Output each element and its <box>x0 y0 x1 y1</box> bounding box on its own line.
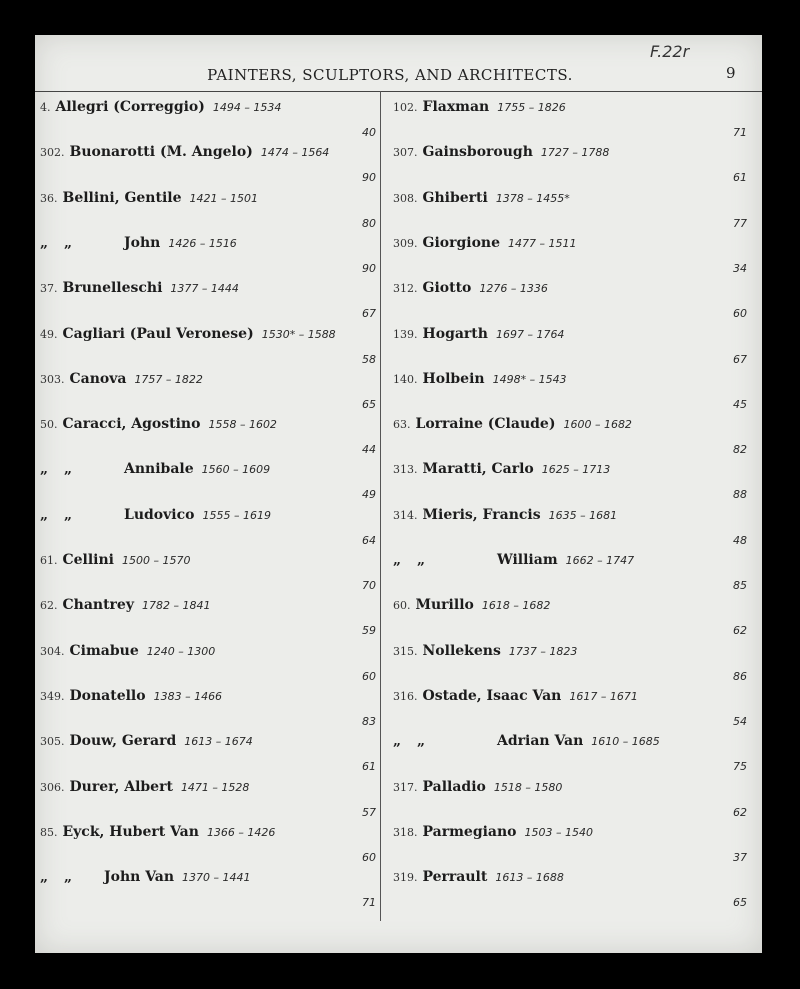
entry-number: 50. <box>40 418 58 432</box>
entry-number: 49. <box>40 327 58 341</box>
handwritten-score: 65 <box>733 896 747 910</box>
handwritten-dates: 1530* – 1588 <box>261 327 336 341</box>
handwritten-score: 65 <box>362 397 376 411</box>
header-rule <box>35 91 762 92</box>
handwritten-score: 60 <box>362 669 376 683</box>
handwritten-dates: 1600 – 1682 <box>563 418 632 432</box>
entry-name: Ludovico <box>124 506 195 523</box>
handwritten-dates: 1755 – 1826 <box>497 101 566 114</box>
handwritten-score: 71 <box>733 126 747 139</box>
entry-name: William <box>497 552 558 568</box>
entry-name: Hogarth <box>422 325 488 342</box>
entry-number: 102. <box>393 101 418 114</box>
handwritten-dates: 1474 – 1564 <box>260 146 330 160</box>
handwritten-dates: 1782 – 1841 <box>141 599 211 613</box>
handwritten-score: 62 <box>733 624 747 638</box>
entry-name: Mieris, Francis <box>422 506 541 523</box>
entry-number: 316. <box>393 689 418 703</box>
handwritten-dates: 1618 – 1682 <box>481 599 551 613</box>
handwritten-score: 85 <box>733 579 747 592</box>
handwritten-dates: 1727 – 1788 <box>540 146 610 160</box>
entry-name: Donatello <box>69 687 146 704</box>
handwritten-dates: 1471 – 1528 <box>180 780 250 794</box>
list-item <box>393 640 577 659</box>
entry-name: Annibale <box>124 461 194 478</box>
handwritten-dates: 1378 – 1455* <box>495 191 570 205</box>
handwritten-dates: 1610 – 1685 <box>591 735 660 749</box>
list-item <box>40 549 191 568</box>
entry-number: 303. <box>40 372 65 386</box>
handwritten-score: 86 <box>733 669 747 683</box>
handwritten-score: 75 <box>733 760 747 774</box>
handwritten-dates: 1617 – 1671 <box>569 689 638 703</box>
list-item <box>393 368 567 387</box>
list-item <box>40 458 270 477</box>
page-number: 9 <box>726 64 736 82</box>
entry-name: Giotto <box>422 280 472 297</box>
handwritten-score: 58 <box>362 352 376 366</box>
handwritten-score: 71 <box>362 896 376 910</box>
handwritten-score: 82 <box>733 443 747 457</box>
handwritten-dates: 1662 – 1747 <box>565 554 635 567</box>
ditto-mark: „ <box>417 733 426 750</box>
handwritten-dates: 1494 – 1534 <box>212 101 282 114</box>
entry-number: 318. <box>393 825 418 839</box>
handwritten-dates: 1377 – 1444 <box>170 282 239 296</box>
ditto-mark: „ <box>393 733 402 750</box>
handwritten-score: 49 <box>362 488 376 502</box>
archive-stamp: F.22r <box>650 42 690 61</box>
handwritten-score: 90 <box>362 171 376 185</box>
list-item <box>393 685 638 704</box>
entry-number: 319. <box>393 871 418 885</box>
handwritten-dates: 1370 – 1441 <box>182 871 251 885</box>
entry-number: 307. <box>393 146 418 160</box>
entry-number: 61. <box>40 554 58 567</box>
entry-number: 315. <box>393 644 418 658</box>
entry-number: 302. <box>40 146 65 160</box>
handwritten-dates: 1498* – 1543 <box>492 372 567 386</box>
handwritten-score: 40 <box>362 126 376 139</box>
entry-name: Durer, Albert <box>69 778 173 795</box>
handwritten-score: 59 <box>362 624 376 638</box>
handwritten-dates: 1737 – 1823 <box>508 644 578 658</box>
entry-name: John <box>124 234 161 251</box>
handwritten-score: 54 <box>733 714 747 728</box>
list-item <box>40 232 237 251</box>
handwritten-dates: 1477 – 1511 <box>508 236 577 250</box>
entry-number: 313. <box>393 463 418 477</box>
list-item <box>40 866 251 885</box>
handwritten-score: 67 <box>733 352 747 366</box>
list-item <box>40 640 215 659</box>
handwritten-dates: 1426 – 1516 <box>168 236 237 250</box>
entry-name: Cagliari (Paul Veronese) <box>62 325 254 342</box>
list-item <box>40 504 271 523</box>
document-page <box>35 35 762 953</box>
entry-name: Flaxman <box>422 99 490 115</box>
entry-number: 85. <box>40 825 58 839</box>
entry-number: 4. <box>40 101 51 114</box>
entry-name: Lorraine (Claude) <box>415 416 556 433</box>
handwritten-dates: 1366 – 1426 <box>206 825 276 839</box>
handwritten-dates: 1757 – 1822 <box>134 372 203 386</box>
column-divider <box>380 91 381 921</box>
entry-name: Adrian Van <box>497 733 584 750</box>
entry-name: Bellini, Gentile <box>62 189 182 206</box>
handwritten-score: 57 <box>362 805 376 819</box>
handwritten-dates: 1503 – 1540 <box>524 825 593 839</box>
list-item <box>40 594 210 613</box>
handwritten-dates: 1560 – 1609 <box>201 463 271 477</box>
entry-number: 308. <box>393 191 418 205</box>
list-item <box>40 821 275 840</box>
entry-number: 317. <box>393 780 418 794</box>
entry-name: Caracci, Agostino <box>62 416 201 433</box>
entry-name: Nollekens <box>422 642 501 659</box>
ditto-mark: „ <box>64 234 73 251</box>
entry-number: 140. <box>393 372 418 386</box>
handwritten-dates: 1518 – 1580 <box>493 780 563 794</box>
list-item <box>393 458 610 477</box>
page-title: PAINTERS, SCULPTORS, AND ARCHITECTS. <box>207 66 573 84</box>
entry-name: Murillo <box>415 597 474 614</box>
handwritten-dates: 1613 – 1688 <box>495 871 564 885</box>
handwritten-dates: 1276 – 1336 <box>479 282 548 296</box>
handwritten-score: 83 <box>362 714 376 728</box>
handwritten-score: 90 <box>362 261 376 275</box>
entry-name: Cimabue <box>69 642 139 659</box>
ditto-mark: „ <box>40 234 49 251</box>
handwritten-dates: 1421 – 1501 <box>189 191 258 205</box>
list-item <box>393 96 566 115</box>
handwritten-score: 70 <box>362 579 376 592</box>
entry-name: Gainsborough <box>422 144 533 161</box>
list-item <box>393 776 562 795</box>
entry-number: 304. <box>40 644 65 658</box>
handwritten-score: 80 <box>362 216 376 230</box>
entry-number: 139. <box>393 327 418 341</box>
handwritten-score: 34 <box>733 261 747 275</box>
list-item <box>40 96 281 115</box>
ditto-mark: „ <box>64 869 73 886</box>
entry-name: Maratti, Carlo <box>422 461 534 478</box>
list-item <box>393 187 570 206</box>
ditto-mark: „ <box>40 461 49 478</box>
handwritten-dates: 1625 – 1713 <box>541 463 611 477</box>
list-item <box>393 866 564 885</box>
list-item <box>393 821 593 840</box>
entry-number: 312. <box>393 282 418 296</box>
entry-name: Palladio <box>422 778 486 795</box>
handwritten-score: 60 <box>362 850 376 864</box>
handwritten-score: 64 <box>362 533 376 547</box>
list-item <box>40 187 258 206</box>
handwritten-score: 45 <box>733 397 747 411</box>
ditto-mark: „ <box>393 552 402 568</box>
list-item <box>393 504 617 523</box>
handwritten-dates: 1613 – 1674 <box>184 735 253 749</box>
list-item <box>40 368 203 387</box>
entry-name: Allegri (Correggio) <box>55 99 205 115</box>
list-item <box>393 730 660 749</box>
entry-name: John Van <box>104 869 175 886</box>
handwritten-dates: 1555 – 1619 <box>202 508 271 522</box>
handwritten-dates: 1558 – 1602 <box>208 418 277 432</box>
entry-number: 309. <box>393 236 418 250</box>
ditto-mark: „ <box>40 506 49 523</box>
handwritten-score: 48 <box>733 533 747 547</box>
list-item <box>393 549 634 568</box>
list-item <box>40 277 239 296</box>
entry-number: 63. <box>393 418 411 432</box>
entry-number: 60. <box>393 599 411 613</box>
list-item <box>40 776 249 795</box>
ditto-mark: „ <box>64 461 73 478</box>
entry-number: 62. <box>40 599 58 613</box>
entry-number: 305. <box>40 735 65 749</box>
list-item <box>40 730 253 749</box>
entry-name: Douw, Gerard <box>69 733 177 750</box>
handwritten-score: 60 <box>733 307 747 321</box>
handwritten-dates: 1697 – 1764 <box>495 327 565 341</box>
entry-name: Buonarotti (M. Angelo) <box>69 144 253 161</box>
handwritten-dates: 1240 – 1300 <box>146 644 216 658</box>
list-item <box>393 277 548 296</box>
handwritten-dates: 1383 – 1466 <box>153 689 223 703</box>
handwritten-score: 62 <box>733 805 747 819</box>
handwritten-score: 61 <box>733 171 747 185</box>
handwritten-score: 37 <box>733 850 747 864</box>
entry-name: Eyck, Hubert Van <box>62 823 199 840</box>
ditto-mark: „ <box>40 869 49 886</box>
handwritten-score: 44 <box>362 443 376 457</box>
entry-number: 306. <box>40 780 65 794</box>
list-item <box>40 323 336 342</box>
list-item <box>393 323 564 342</box>
entry-number: 314. <box>393 508 418 522</box>
list-item <box>393 141 609 160</box>
entry-number: 36. <box>40 191 58 205</box>
list-item <box>40 685 222 704</box>
handwritten-score: 61 <box>362 760 376 774</box>
handwritten-dates: 1500 – 1570 <box>122 554 191 567</box>
list-item <box>40 141 329 160</box>
entry-name: Canova <box>69 370 127 387</box>
list-item <box>393 594 550 613</box>
ditto-mark: „ <box>64 506 73 523</box>
entry-name: Holbein <box>422 370 485 387</box>
handwritten-score: 77 <box>733 216 747 230</box>
entry-name: Perrault <box>422 869 488 886</box>
handwritten-score: 88 <box>733 488 747 502</box>
entry-name: Chantrey <box>62 597 134 614</box>
entry-name: Ostade, Isaac Van <box>422 687 562 704</box>
list-item <box>40 413 277 432</box>
handwritten-score: 67 <box>362 307 376 321</box>
entry-name: Brunelleschi <box>62 280 163 297</box>
entry-name: Giorgione <box>422 234 501 251</box>
handwritten-dates: 1635 – 1681 <box>548 508 618 522</box>
entry-number: 37. <box>40 282 58 296</box>
list-item <box>393 232 577 251</box>
ditto-mark: „ <box>417 552 426 568</box>
entry-number: 349. <box>40 689 65 703</box>
entry-name: Parmegiano <box>422 823 517 840</box>
entry-name: Ghiberti <box>422 189 488 206</box>
entry-name: Cellini <box>62 552 115 568</box>
list-item <box>393 413 632 432</box>
